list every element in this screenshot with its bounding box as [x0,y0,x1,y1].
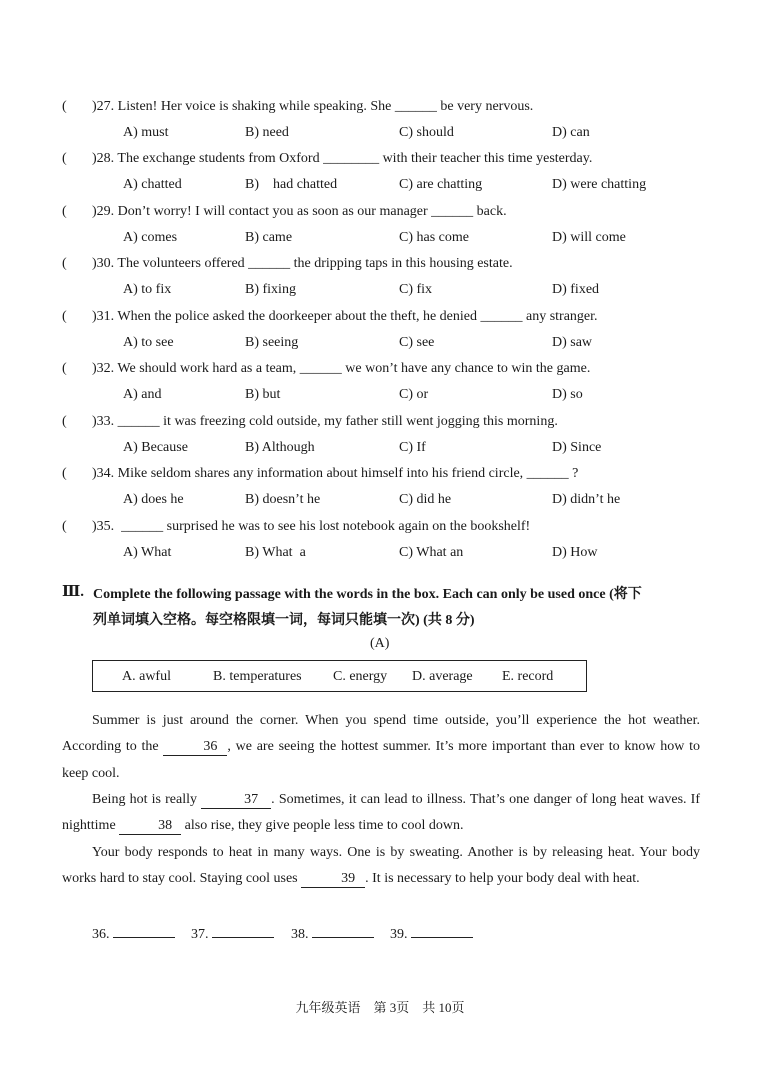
blank-39[interactable]: 39 [301,871,365,888]
word-box-item: E. record [502,669,554,684]
option-b: B) but [245,387,281,402]
option-d: D) How [552,545,598,560]
answer-line-39[interactable] [411,925,473,938]
option-a: A) must [123,125,169,140]
question-stem: )29. Don’t worry! I will contact you as soon as our manager ______ back. [92,204,507,219]
option-b: B) seeing [245,335,299,350]
answer-line-38[interactable] [312,925,374,938]
option-a: A) to fix [123,282,172,297]
option-b: B) Although [245,440,315,455]
option-d: D) will come [552,230,626,245]
option-c: C) are chatting [399,177,483,192]
option-b: B) What a [245,545,306,560]
option-d: D) fixed [552,282,600,297]
answer-38: 38. [291,925,374,943]
answer-bracket: ( [62,151,67,166]
option-c: C) has come [399,230,469,245]
option-d: D) can [552,125,590,140]
question-stem: )35. ______ surprised he was to see his lost notebook again on the bookshelf! [92,519,531,534]
option-c: C) If [399,440,426,455]
passage-paragraph-3: Your body responds to heat in many ways. One is by sweating. Another is by releasing heat. Your body works hard to stay cool. Staying cool uses 39 . It is necessary to help your body deal with heat. [62,845,700,887]
word-box-item: D. average [412,669,473,684]
option-c: C) or [399,387,429,402]
option-c: C) did he [399,492,452,507]
option-b: B) need [245,125,289,140]
question-stem: )27. Listen! Her voice is shaking while speaking. She ______ be very nervous. [92,99,534,114]
option-c: C) see [399,335,435,350]
word-box-item: C. energy [333,669,388,684]
answer-bracket: ( [62,204,67,219]
option-c: C) fix [399,282,433,297]
answer-bracket: ( [62,519,67,534]
option-a: A) chatted [123,177,182,192]
answer-bracket: ( [62,256,67,271]
word-box-item: A. awful [122,669,171,684]
answer-39: 39. [390,925,473,943]
option-a: A) Because [123,440,188,455]
option-d: D) saw [552,335,593,350]
option-d: D) Since [552,440,602,455]
question-stem: )32. We should work hard as a team, ______ we won’t have any chance to win the game. [92,361,591,376]
option-a: A) to see [123,335,174,350]
option-a: A) comes [123,230,178,245]
option-b: B) fixing [245,282,296,297]
answer-line-37[interactable] [212,925,274,938]
answer-bracket: ( [62,99,67,114]
question-stem: )30. The volunteers offered ______ the dripping taps in this housing estate. [92,256,513,271]
option-d: D) were chatting [552,177,647,192]
option-c: C) What an [399,545,464,560]
section-number: Ⅲ. [62,584,85,600]
option-b: B) came [245,230,293,245]
passage-paragraph-1: Summer is just around the corner. When you spend time outside, you’ll experience the hot weather. According to the 36 , we are seeing the hottest summer. It’s more important than ever to know how to keep cool. [62,713,700,781]
word-box-item: B. temperatures [213,669,302,684]
part-label: (A) [370,636,390,651]
page-footer: 九年级英语 第 3页 共 10页 [295,1000,465,1015]
answer-bracket: ( [62,309,67,324]
answer-37: 37. [191,925,274,943]
question-stem: )28. The exchange students from Oxford ________ with their teacher this time yesterday. [92,151,593,166]
option-a: A) and [123,387,162,402]
option-a: A) does he [123,492,184,507]
question-stem: )34. Mike seldom shares any information about himself into his friend circle, ______ ? [92,466,579,481]
blank-37[interactable]: 37 [201,792,271,809]
answer-bracket: ( [62,466,67,481]
blank-38[interactable]: 38 [119,818,181,835]
word-box [92,660,587,692]
answer-bracket: ( [62,361,67,376]
answer-bracket: ( [62,414,67,429]
option-b: B) had chatted [245,177,338,192]
passage-paragraph-2: Being hot is really 37 . Sometimes, it can lead to illness. That’s one danger of long heat waves. If nighttime 38 also rise, they give people less time to cool down. [62,792,700,834]
option-a: A) What [123,545,172,560]
question-stem: )31. When the police asked the doorkeeper about the theft, he denied ______ any stranger. [92,309,598,324]
option-b: B) doesn’t he [245,492,321,507]
question-stem: )33. ______ it was freezing cold outside, my father still went jogging this morning. [92,414,558,429]
section-heading-line2: 列单词填入空格。每空格限填一词，每词只能填一次) (共 8 分) [93,613,475,628]
answer-line-36[interactable] [113,925,175,938]
section-heading-line1: Complete the following passage with the words in the box. Each can only be used once (将下 [93,587,642,602]
answer-36: 36. [92,925,175,943]
option-d: D) didn’t he [552,492,621,507]
blank-36[interactable]: 36 [163,739,227,756]
option-c: C) should [399,125,454,140]
option-d: D) so [552,387,583,402]
